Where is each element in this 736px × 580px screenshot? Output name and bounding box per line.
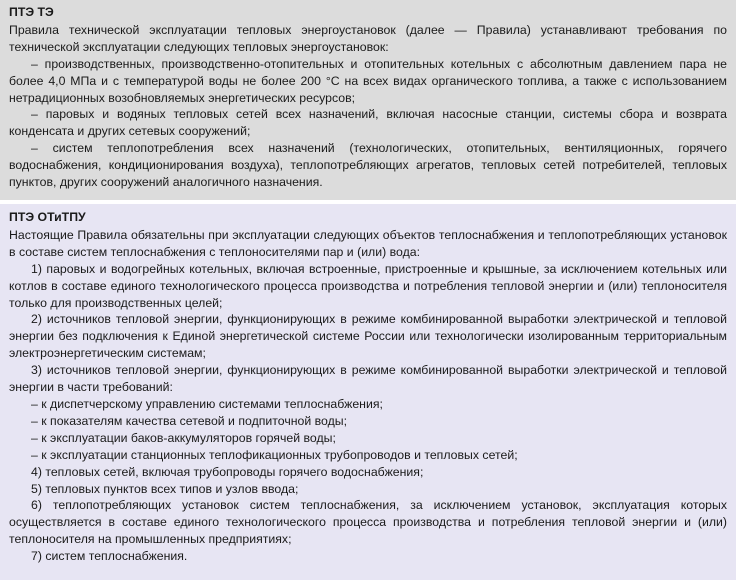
list-item: 5) тепловых пунктов всех типов и узлов ввода; — [31, 481, 299, 496]
paragraph: – производственных, производственно-отопительных и отопительных котельных с абсолютным давлением пара не более 4,0 МПа и с температурой воды не более 200 °С на всех видах органического топлива, а также с использованием нетрадиционных возобновляемых энергетических ресурсов; — [9, 56, 727, 105]
paragraph: Правила технической эксплуатации тепловых энергоустановок (далее — Правила) устанавливают требования по технической эксплуатации следующих тепловых энергоустановок: — [9, 22, 727, 54]
list-item: – к диспетчерскому управлению системами теплоснабжения; — [31, 396, 383, 411]
paragraph: – систем теплопотребления всех назначений (технологических, отопительных, вентиляционных, горячего водоснабжения, кондиционирования воздуха), теплопотребляющих агрегатов, тепловых сетей потребителей, тепловых пунктов, других сооружений аналогичного назначения. — [9, 141, 727, 190]
section-pte-otitpu — [0, 204, 736, 580]
section-title: ПТЭ ОТиТПУ — [9, 210, 86, 224]
paragraph: – паровых и водяных тепловых сетей всех назначений, включая насосные станции, системы сбора и возврата конденсата и других сетевых сооружений; — [9, 107, 727, 139]
section-pte-te — [0, 0, 736, 200]
list-item: 2) источников тепловой энергии, функционирующих в режиме комбинированной выработки электрической и тепловой энергии без подключения к Единой энергетической системе России или технологически изолированным территориальным электроэнергетическим системам; — [9, 312, 727, 361]
paragraph: Настоящие Правила обязательны при эксплуатации следующих объектов теплоснабжения и теплопотребляющих установок в составе систем теплоснабжения с теплоносителями пар и (или) вода: — [9, 227, 727, 259]
list-item: 1) паровых и водогрейных котельных, включая встроенные, пристроенные и крышные, за исключением котельных или котлов в составе единого технологического процесса производства и потребления тепловой энергии и (или) теплоносителя только для производственных целей; — [9, 261, 727, 310]
section-title: ПТЭ ТЭ — [9, 5, 54, 19]
list-item: – к показателям качества сетевой и подпиточной воды; — [31, 413, 348, 428]
list-item: – к эксплуатации баков-аккумуляторов горячей воды; — [31, 430, 336, 445]
list-item: 3) источников тепловой энергии, функционирующих в режиме комбинированной выработки электрической и тепловой энергии в части требований: — [9, 363, 727, 395]
list-item: 7) систем теплоснабжения. — [31, 549, 188, 564]
list-item: 6) теплопотребляющих установок систем теплоснабжения, за исключением установок, эксплуатация которых осуществляется в составе единого технологического процесса производства и потребления тепловой энергии и (или) теплоносителя на промышленных предприятиях; — [9, 498, 727, 547]
list-item: 4) тепловых сетей, включая трубопроводы горячего водоснабжения; — [31, 464, 424, 479]
list-item: – к эксплуатации станционных теплофикационных трубопроводов и тепловых сетей; — [31, 447, 518, 462]
